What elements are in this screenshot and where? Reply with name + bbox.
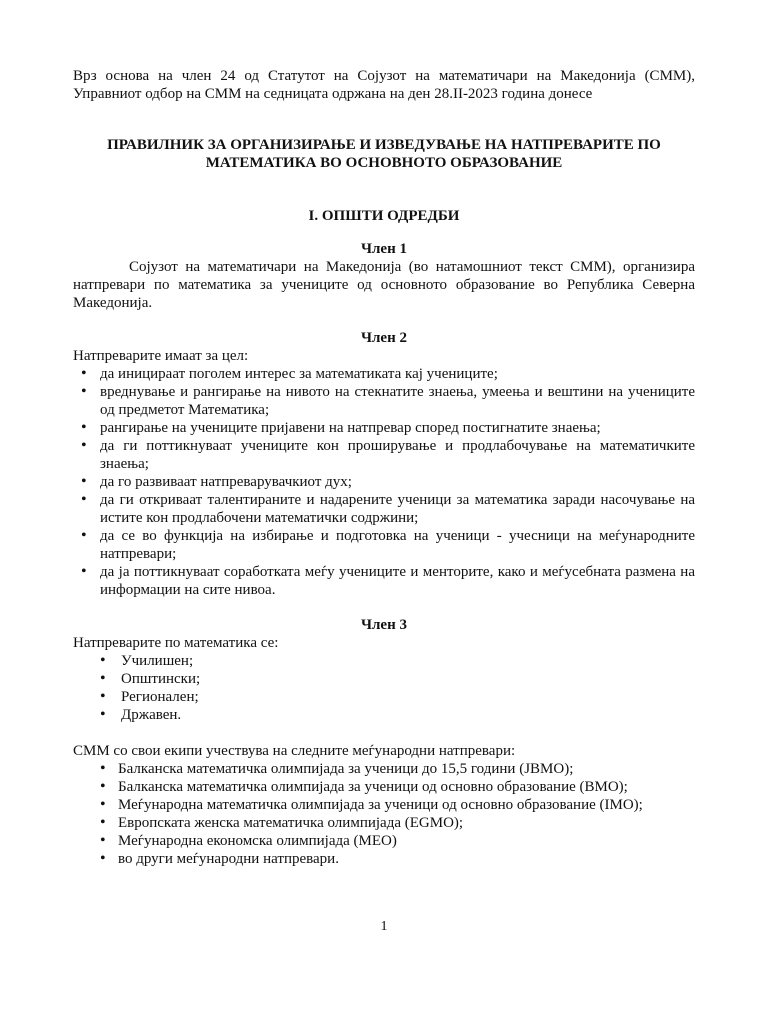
article-3-lead: Натпреварите по математика се: [73, 635, 279, 651]
list-item: • Европската женска математичка олимпијада (EGMO); [73, 814, 695, 832]
competition-levels-list [73, 652, 695, 724]
list-item: • Регионален; [73, 688, 695, 706]
list-item: • да ги поттикнуваат учениците кон проширување и продлабочување на математичките знаења; [73, 437, 695, 473]
list-item: • да ги откриваат талентираните и надарените ученици за математика заради насочување на истите кон продлабочени математички содржини; [73, 491, 695, 527]
article-2-lead: Натпреварите имаат за цел: [73, 348, 249, 364]
list-item: • Училишен; [73, 652, 695, 670]
list-item: • Балканска математичка олимпијада за ученици од основно образование (BMO); [73, 778, 695, 796]
page-number: 1 [380, 919, 388, 934]
intro-line-1: Врз основа на член 24 од Статутот на Сојузот на математичари на Македонија (СММ), [73, 68, 695, 84]
list-item: • Меѓународна математичка олимпијада за ученици од основно образование (IMO); [73, 796, 695, 814]
list-item: • да ја поттикнуваат соработката меѓу учениците и менторите, како и меѓусебната размена на информации на сите нивоа. [73, 563, 695, 599]
article-1-text: Сојузот на математичари на Македонија (во натамошниот текст СММ), организира натпревари по математика за учениците од основното образование во Република Северна Македонија. [73, 259, 695, 311]
article-1-heading: Член 1 [361, 241, 407, 257]
intro-paragraph [73, 67, 695, 103]
international-competitions-list [73, 760, 695, 868]
title-line-2: МАТЕМАТИКА ВО ОСНОВНОТО ОБРАЗОВАНИЕ [205, 155, 563, 171]
list-item: • Балканска математичка олимпијада за ученици до 15,5 години (JBMO); [73, 760, 695, 778]
list-item: • Општински; [73, 670, 695, 688]
article-2-goals-list [73, 365, 695, 599]
list-item: • рангирање на учениците пријавени на натпревар според постигнатите знаења; [73, 419, 695, 437]
list-item: • вреднување и рангирање на нивото на стекнатите знаења, умеења и вештини на учениците од предметот Математика; [73, 383, 695, 419]
list-item: • Меѓународна економска олимпијада (МЕО) [73, 832, 695, 850]
section-heading-general: I. ОПШТИ ОДРЕДБИ [308, 208, 460, 224]
list-item: • во други меѓународни натпревари. [73, 850, 695, 868]
list-item: • да иницираат поголем интерес за математиката кај учениците; [73, 365, 695, 383]
intro-line-2: Управниот одбор на СММ на седницата одржана на ден 28.II-2023 година донесе [73, 86, 593, 102]
title-line-1: ПРАВИЛНИК ЗА ОРГАНИЗИРАЊЕ И ИЗВЕДУВАЊЕ НА НАТПРЕВАРИТЕ ПО [107, 137, 661, 153]
international-teams-lead: СММ со свои екипи учествува на следните меѓународни натпревари: [73, 743, 516, 759]
article-2-heading: Член 2 [361, 330, 407, 346]
list-item: • да го развиваат натпреварувачкиот дух; [73, 473, 695, 491]
document-title [73, 136, 695, 172]
document-page [73, 67, 695, 868]
list-item: • да се во функција на избирање и подготовка на ученици - учесници на меѓународните натпревари; [73, 527, 695, 563]
list-item: • Државен. [73, 706, 695, 724]
article-3-heading: Член 3 [361, 617, 407, 633]
